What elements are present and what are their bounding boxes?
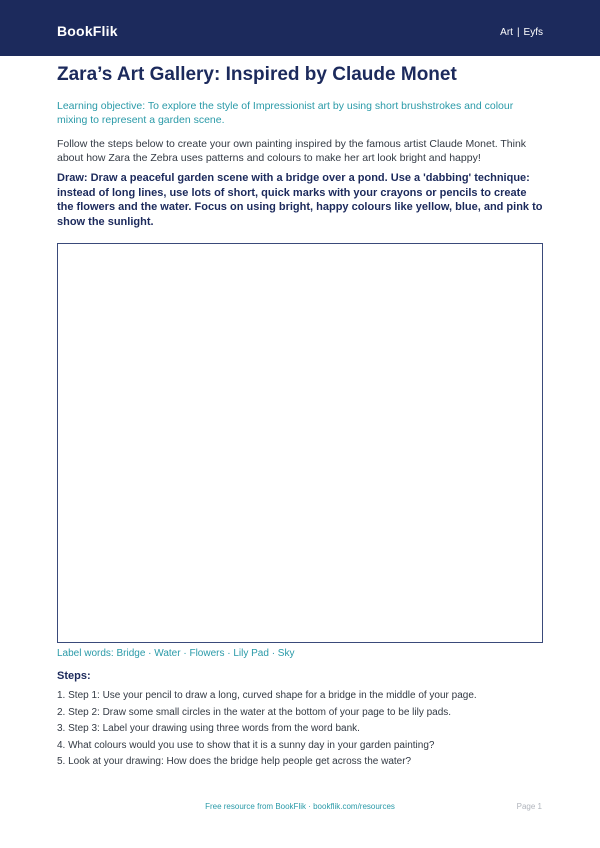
steps-heading: Steps: xyxy=(57,670,91,682)
learning-objective: Learning objective: To explore the style of Impressionist art by using short brushstrokes and colour mixing to represent a garden scene. xyxy=(57,100,514,126)
subject-label: Art xyxy=(500,27,513,38)
step-item: 4. What colours would you use to show that it is a sunny day in your garden painting? xyxy=(57,739,435,751)
step-item: 1. Step 1: Use your pencil to draw a long, curved shape for a bridge in the middle of your page. xyxy=(57,690,477,701)
step-item: 3. Step 3: Label your drawing using three words from the word bank. xyxy=(57,723,360,734)
brand-logo[interactable]: BookFlik xyxy=(57,23,118,39)
intro-text: Follow the steps below to create your own painting inspired by the famous artist Claude Monet. Think about how Zara the Zebra uses patterns and colours to make her art look bright and happy! xyxy=(57,138,527,164)
label-word-bank: Label words: Bridge · Water · Flowers · Lily Pad · Sky xyxy=(57,648,295,659)
steps-list xyxy=(57,688,545,771)
step-item: 2. Step 2: Draw some small circles in the water at the bottom of your page to be lily pads. xyxy=(57,706,452,718)
page-title: Zara’s Art Gallery: Inspired by Claude Monet xyxy=(57,64,457,85)
draw-instruction: Draw: Draw a peaceful garden scene with a bridge over a pond. Use a 'dabbing' technique: instead of long lines, use lots of short, quick marks with your crayons or pencils to create the flowers and the water. Focus on using bright, happy colours like yellow, blue, and pink to show the sunlight. xyxy=(57,172,543,228)
meta-separator: | xyxy=(516,27,520,38)
footer-credit[interactable]: Free resource from BookFlik · bookflik.com/resources xyxy=(205,802,395,811)
page-number: Page 1 xyxy=(516,802,542,811)
step-item: 5. Look at your drawing: How does the bridge help people get across the water? xyxy=(57,756,412,767)
drawing-area[interactable] xyxy=(57,243,543,643)
level-label: Eyfs xyxy=(523,27,543,38)
page-header xyxy=(0,0,600,56)
header-meta xyxy=(500,27,543,38)
